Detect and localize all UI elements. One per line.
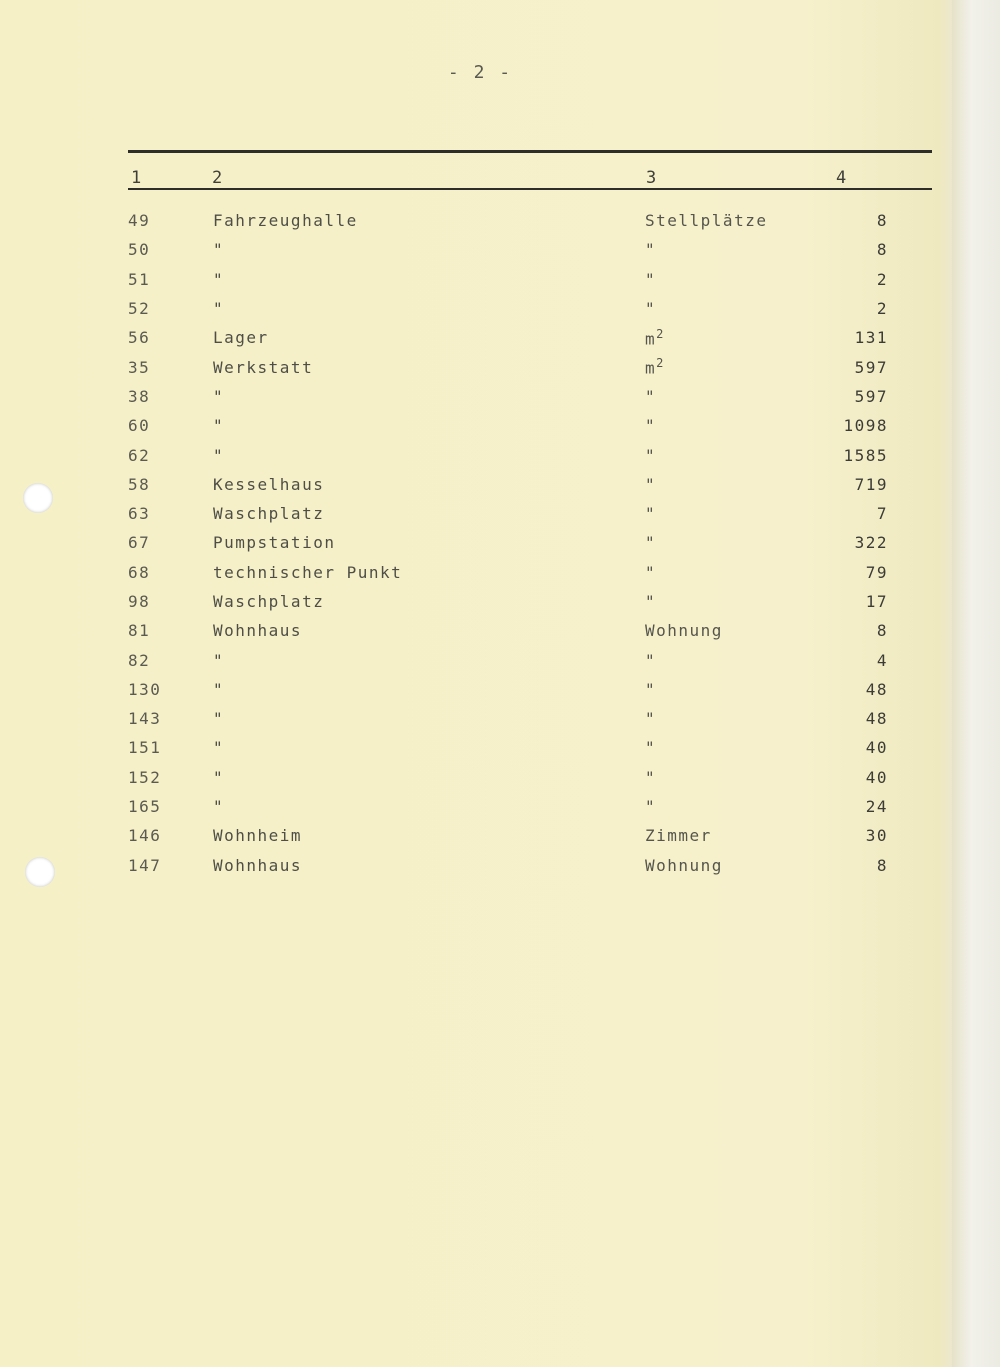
- row-number-text: 146: [128, 826, 162, 846]
- row-designation: [213, 587, 645, 616]
- row-unit-text: ": [645, 767, 657, 787]
- row-quantity: [795, 411, 888, 440]
- row-number: [128, 733, 213, 762]
- row-quantity-text: 40: [865, 738, 888, 758]
- row-unit: [645, 235, 795, 264]
- row-designation: [213, 382, 645, 411]
- row-quantity-text: 7: [876, 504, 888, 524]
- row-number: [128, 352, 213, 381]
- row-number: [128, 558, 213, 587]
- row-designation: [213, 499, 645, 528]
- row-number-text: 50: [128, 240, 151, 260]
- row-unit: [645, 821, 795, 850]
- row-unit: [645, 411, 795, 440]
- row-unit-text: ": [645, 416, 657, 436]
- row-number: [128, 528, 213, 557]
- row-designation: [213, 792, 645, 821]
- row-designation-text: ": [213, 709, 225, 729]
- row-quantity-text: 48: [865, 679, 888, 699]
- row-designation-text: Wohnhaus: [213, 621, 303, 641]
- row-unit: [645, 470, 795, 499]
- row-unit: [645, 645, 795, 674]
- row-quantity: [795, 821, 888, 850]
- row-number: [128, 470, 213, 499]
- row-quantity: [795, 645, 888, 674]
- table-row: [128, 440, 888, 469]
- row-unit: [645, 440, 795, 469]
- building-table: [128, 206, 888, 880]
- row-unit: [645, 265, 795, 294]
- row-quantity-text: 8: [876, 855, 888, 875]
- table-row: [128, 528, 888, 557]
- row-number: [128, 323, 213, 352]
- row-number-text: 143: [128, 709, 162, 729]
- row-quantity-text: 79: [865, 562, 888, 582]
- table-row: [128, 616, 888, 645]
- row-number: [128, 235, 213, 264]
- row-unit-text: ": [645, 797, 657, 817]
- row-quantity-text: 2: [876, 299, 888, 319]
- row-number-text: 147: [128, 855, 162, 875]
- row-designation: [213, 323, 645, 352]
- row-unit: [645, 206, 795, 235]
- row-unit: [645, 616, 795, 645]
- row-number: [128, 851, 213, 880]
- table-row: [128, 411, 888, 440]
- table-row: [128, 587, 888, 616]
- row-unit-text: Wohnung: [645, 621, 723, 641]
- row-quantity-text: 40: [865, 767, 888, 787]
- row-unit: [645, 323, 795, 352]
- row-unit: [645, 528, 795, 557]
- row-number: [128, 587, 213, 616]
- row-quantity: [795, 675, 888, 704]
- row-designation: [213, 528, 645, 557]
- row-quantity-text: 719: [854, 474, 888, 494]
- row-number: [128, 616, 213, 645]
- row-unit-text: ": [645, 269, 657, 289]
- row-number-text: 151: [128, 738, 162, 758]
- row-designation: [213, 704, 645, 733]
- header-bottom-rule: [128, 188, 932, 190]
- row-designation: [213, 411, 645, 440]
- table-row: [128, 821, 888, 850]
- row-number: [128, 675, 213, 704]
- row-quantity-text: 8: [876, 240, 888, 260]
- row-designation-text: ": [213, 445, 225, 465]
- row-designation: [213, 352, 645, 381]
- row-designation-text: ": [213, 650, 225, 670]
- row-unit-text: ": [645, 650, 657, 670]
- row-designation: [213, 440, 645, 469]
- row-designation-text: technischer Punkt: [213, 562, 403, 582]
- row-designation: [213, 645, 645, 674]
- table-row: [128, 499, 888, 528]
- row-number-text: 67: [128, 533, 151, 553]
- row-quantity: [795, 499, 888, 528]
- row-designation-text: Pumpstation: [213, 533, 336, 553]
- row-designation-text: ": [213, 386, 225, 406]
- row-quantity: [795, 763, 888, 792]
- row-unit: [645, 851, 795, 880]
- row-unit: [645, 294, 795, 323]
- row-designation: [213, 763, 645, 792]
- unit-superscript: 2: [656, 356, 665, 371]
- row-number-text: 51: [128, 269, 151, 289]
- row-number-text: 35: [128, 357, 151, 377]
- row-unit-text: ": [645, 240, 657, 260]
- row-unit-text: Wohnung: [645, 855, 723, 875]
- row-number-text: 63: [128, 504, 151, 524]
- table-row: [128, 851, 888, 880]
- row-unit: [645, 733, 795, 762]
- row-quantity: [795, 235, 888, 264]
- row-number-text: 165: [128, 797, 162, 817]
- row-number: [128, 821, 213, 850]
- row-number: [128, 294, 213, 323]
- row-quantity: [795, 792, 888, 821]
- row-designation-text: ": [213, 416, 225, 436]
- row-unit-text: Zimmer: [645, 826, 712, 846]
- table-row: [128, 470, 888, 499]
- row-unit-text: m: [645, 358, 657, 378]
- table-row: [128, 206, 888, 235]
- row-number-text: 98: [128, 592, 151, 611]
- row-number: [128, 704, 213, 733]
- column-header-3: 3: [646, 168, 657, 188]
- row-number-text: 38: [128, 386, 151, 406]
- row-designation-text: Waschplatz: [213, 504, 325, 524]
- row-designation-text: Kesselhaus: [213, 474, 325, 494]
- row-unit-text: ": [645, 679, 657, 699]
- table-row: [128, 792, 888, 821]
- row-number-text: 58: [128, 474, 151, 494]
- row-unit-text: ": [645, 299, 657, 319]
- row-unit-text: ": [645, 709, 657, 729]
- row-designation-text: Waschplatz: [213, 592, 325, 611]
- row-quantity-text: 4: [876, 650, 888, 670]
- table-row: [128, 352, 888, 381]
- row-quantity: [795, 558, 888, 587]
- row-quantity-text: 8: [876, 211, 888, 231]
- table-row: [128, 265, 888, 294]
- row-number: [128, 763, 213, 792]
- row-number: [128, 411, 213, 440]
- row-number-text: 68: [128, 562, 151, 582]
- column-header-1: 1: [131, 168, 142, 188]
- row-unit-text: ": [645, 533, 657, 553]
- row-quantity-text: 597: [854, 386, 888, 406]
- row-number: [128, 206, 213, 235]
- row-number-text: 152: [128, 767, 162, 787]
- table-row: [128, 558, 888, 587]
- page-number: - 2 -: [447, 62, 513, 83]
- punch-hole-lower: [25, 857, 55, 887]
- row-quantity-text: 48: [865, 709, 888, 729]
- row-quantity-text: 597: [854, 357, 888, 377]
- table-row: [128, 323, 888, 352]
- row-quantity: [795, 528, 888, 557]
- row-number: [128, 265, 213, 294]
- row-quantity-text: 131: [854, 328, 888, 348]
- row-designation-text: ": [213, 738, 225, 758]
- row-quantity-text: 17: [865, 592, 888, 611]
- row-designation: [213, 265, 645, 294]
- row-quantity: [795, 440, 888, 469]
- row-designation-text: ": [213, 679, 225, 699]
- row-quantity-text: 24: [865, 797, 888, 817]
- column-header-4: 4: [836, 168, 847, 188]
- unit-superscript: 2: [656, 327, 665, 342]
- row-designation: [213, 821, 645, 850]
- row-designation-text: ": [213, 299, 225, 319]
- row-designation: [213, 470, 645, 499]
- row-unit: [645, 675, 795, 704]
- row-number-text: 62: [128, 445, 151, 465]
- row-quantity: [795, 616, 888, 645]
- row-designation-text: Fahrzeughalle: [213, 211, 358, 231]
- table-row: [128, 382, 888, 411]
- row-quantity-text: 322: [854, 533, 888, 553]
- row-number: [128, 382, 213, 411]
- row-quantity: [795, 323, 888, 352]
- row-designation: [213, 235, 645, 264]
- row-quantity: [795, 587, 888, 616]
- table-row: [128, 645, 888, 674]
- row-unit: [645, 792, 795, 821]
- row-designation-text: Wohnheim: [213, 826, 303, 846]
- row-quantity-text: 30: [865, 826, 888, 846]
- row-number-text: 49: [128, 211, 151, 231]
- row-quantity: [795, 382, 888, 411]
- row-designation: [213, 733, 645, 762]
- punch-hole-upper: [23, 483, 53, 513]
- row-number-text: 81: [128, 621, 151, 641]
- row-number-text: 82: [128, 650, 151, 670]
- row-number: [128, 792, 213, 821]
- row-number: [128, 499, 213, 528]
- row-unit-text: ": [645, 738, 657, 758]
- row-designation-text: ": [213, 240, 225, 260]
- row-quantity-text: 1585: [843, 445, 888, 465]
- row-unit: [645, 704, 795, 733]
- row-designation-text: ": [213, 797, 225, 817]
- row-quantity: [795, 206, 888, 235]
- row-number-text: 130: [128, 679, 162, 699]
- row-number: [128, 645, 213, 674]
- row-unit: [645, 558, 795, 587]
- table-row: [128, 235, 888, 264]
- row-unit-text: ": [645, 504, 657, 524]
- row-quantity-text: 2: [876, 269, 888, 289]
- row-designation-text: Lager: [213, 328, 269, 348]
- paper-edge: [952, 0, 1000, 1367]
- row-unit-text: m: [645, 329, 657, 349]
- row-quantity: [795, 851, 888, 880]
- row-unit-text: ": [645, 445, 657, 465]
- row-number-text: 56: [128, 328, 151, 348]
- row-unit-text: ": [645, 562, 657, 582]
- table-row: [128, 733, 888, 762]
- row-unit-text: ": [645, 386, 657, 406]
- row-designation-text: Werkstatt: [213, 357, 314, 377]
- table-row: [128, 675, 888, 704]
- row-designation-text: ": [213, 767, 225, 787]
- row-unit: [645, 499, 795, 528]
- table-top-rule: [128, 150, 932, 153]
- table-row: [128, 294, 888, 323]
- table-row: [128, 704, 888, 733]
- row-unit: [645, 587, 795, 616]
- row-quantity: [795, 733, 888, 762]
- row-unit-text: ": [645, 474, 657, 494]
- row-unit: [645, 763, 795, 792]
- row-quantity: [795, 294, 888, 323]
- row-number: [128, 440, 213, 469]
- row-quantity-text: 8: [876, 621, 888, 641]
- row-quantity: [795, 470, 888, 499]
- table-row: [128, 763, 888, 792]
- row-designation-text: ": [213, 269, 225, 289]
- row-number-text: 60: [128, 416, 151, 436]
- row-quantity: [795, 704, 888, 733]
- column-header-2: 2: [212, 168, 223, 188]
- row-designation: [213, 616, 645, 645]
- row-unit: [645, 352, 795, 381]
- row-quantity: [795, 265, 888, 294]
- row-designation: [213, 294, 645, 323]
- row-unit-text: Stellplätze: [645, 211, 768, 231]
- row-designation: [213, 558, 645, 587]
- row-quantity: [795, 352, 888, 381]
- row-unit-text: ": [645, 592, 657, 611]
- row-designation-text: Wohnhaus: [213, 855, 303, 875]
- row-unit: [645, 382, 795, 411]
- row-number-text: 52: [128, 299, 151, 319]
- row-designation: [213, 851, 645, 880]
- row-designation: [213, 206, 645, 235]
- row-designation: [213, 675, 645, 704]
- row-quantity-text: 1098: [843, 416, 888, 436]
